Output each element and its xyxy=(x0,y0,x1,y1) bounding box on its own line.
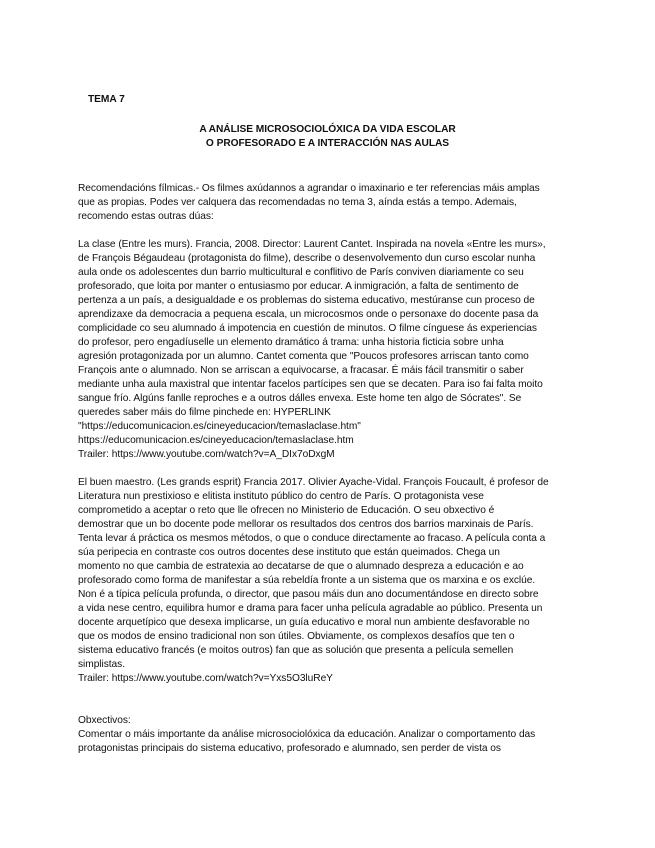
text-line: profesorado, que loita por manter o entusiasmo por educar. A inmigración, a falta de sentimento de xyxy=(78,281,519,292)
text-line: sistema educativo francés (e moitos outros) fan que as solución que presenta a película semellen xyxy=(78,645,514,656)
hyperlink-field-code: "https://educomunicacion.es/cineyeducacion/temaslaclase.htm" xyxy=(78,421,361,432)
text-line: François ante o alumnado. Non se arriscan a equivocarse, a fracasar. É máis fácil transmitir o saber xyxy=(78,365,524,376)
text-line: Non é a típica película profunda, o director, que pasou máis dun ano documentándose en directo sobre xyxy=(78,589,539,600)
text-line: a vida nese centro, equilibra humor e drama para facer unha película agradable ao público. Presenta un xyxy=(78,603,543,614)
text-line: que as propias. Podes ver calquera das recomendadas no tema 3, aínda estás a tempo. Ademais, xyxy=(78,197,517,208)
text-line: queredes saber máis do filme pinchede en: HYPERLINK xyxy=(78,407,331,418)
text-line: demostrar que un bo docente pode mellorar os resultados dos centros dos barrios marxinais de París. xyxy=(78,519,534,530)
text-line: que os modos de ensino tradicional non son útiles. Obviamente, os complexos desafíos que ten o xyxy=(78,631,515,642)
text-line: protagonistas principais do sistema educativo, profesorado e alumnado, sen perder de vista os xyxy=(78,743,501,754)
objectives-heading: Obxectivos: xyxy=(78,715,131,726)
text-line: sangue frío. Algúns fanlle reproches e a outros dálles envexa. Este home ten algo de Sócrates". Se xyxy=(78,393,522,404)
text-line: Comentar o máis importante da análise microsociolóxica da educación. Analizar o comportamento das xyxy=(78,729,536,740)
text-line: do profesor, pero engadíuselle un elemento dramático á trama: unha historia ficticia sobre unha xyxy=(78,337,504,348)
tema-label: TEMA 7 xyxy=(88,94,125,105)
trailer-link-el-buen-maestro[interactable]: Trailer: https://www.youtube.com/watch?v=Yxs5O3luReY xyxy=(78,673,333,684)
text-line: pertenza a un país, a desigualdade e os problemas do sistema educativo, mestúranse cun proceso de xyxy=(78,295,535,306)
text-line: comprometido a aceptar o reto que lle ofrecen no Ministerio de Educación. O seu obxectivo é xyxy=(78,505,495,516)
text-line: súa peripecia en contraste cos outros docentes dese instituto que están queimados. Chega un xyxy=(78,547,500,558)
text-line: recomendo estas outras dúas: xyxy=(78,211,214,222)
text-line: Literatura nun prestixioso e elitista instituto público do centro de París. O protagonista vese xyxy=(78,491,484,502)
text-line: El buen maestro. (Les grands esprit) Francia 2017. Olivier Ayache-Vidal. François Foucault, é profesor de xyxy=(78,477,549,488)
text-line: aprendizaxe da democracia a pequena escala, un microcosmos onde o personaxe do docente pasa da xyxy=(78,309,539,320)
text-line: mediante unha aula maxistral que intentar facelos partícipes sen que se decaten. Para iso fai falta moito xyxy=(78,379,543,390)
title-line-2: O PROFESORADO E A INTERACCIÓN NAS AULAS xyxy=(205,138,450,149)
text-line: profesorado como forma de manifestar a súa rebeldía fronte a un sistema que os marxina e os exclúe. xyxy=(78,575,536,586)
text-line: complicidade co seu alumnado á impotencia en cuestión de minutos. O filme cínguese ás experiencias xyxy=(78,323,537,334)
text-line: docente arquetípico que desexa implicarse, un guía educativo e moral nun ambiente desfavorable no xyxy=(78,617,530,628)
text-line: aula onde os adolescentes dun barrio multicultural e conflitivo de París conviven diariamente co seu xyxy=(78,267,524,278)
text-line: Tenta levar á práctica os mesmos métodos, o que o conduce directamente ao fracaso. A película conta a xyxy=(78,533,546,544)
link-la-clase[interactable]: https://educomunicacion.es/cineyeducacion/temaslaclase.htm xyxy=(78,435,354,446)
text-line: agresión protagonizada por un alumno. Cantet comenta que "Poucos profesores arriscan tanto como xyxy=(78,351,529,362)
text-line: La clase (Entre les murs). Francia, 2008. Director: Laurent Cantet. Inspirada na novela «Entre les murs», xyxy=(78,239,546,250)
text-line: momento no que cambia de estratexia ao decatarse de que o alumnado despreza a educación e ao xyxy=(78,561,524,572)
trailer-link-la-clase[interactable]: Trailer: https://www.youtube.com/watch?v=A_DIx7oDxgM xyxy=(78,449,335,460)
text-line: de François Bégaudeau (protagonista do filme), describe o desenvolvemento dun curso escolar nunha xyxy=(78,253,536,264)
text-line: Recomendacións fílmicas.- Os filmes axúdannos a agrandar o imaxinario e ter referencias máis amplas xyxy=(78,183,540,194)
title-line-1: A ANÁLISE MICROSOCIOLÓXICA DA VIDA ESCOLAR xyxy=(199,124,456,135)
text-line: simplistas. xyxy=(78,659,126,670)
